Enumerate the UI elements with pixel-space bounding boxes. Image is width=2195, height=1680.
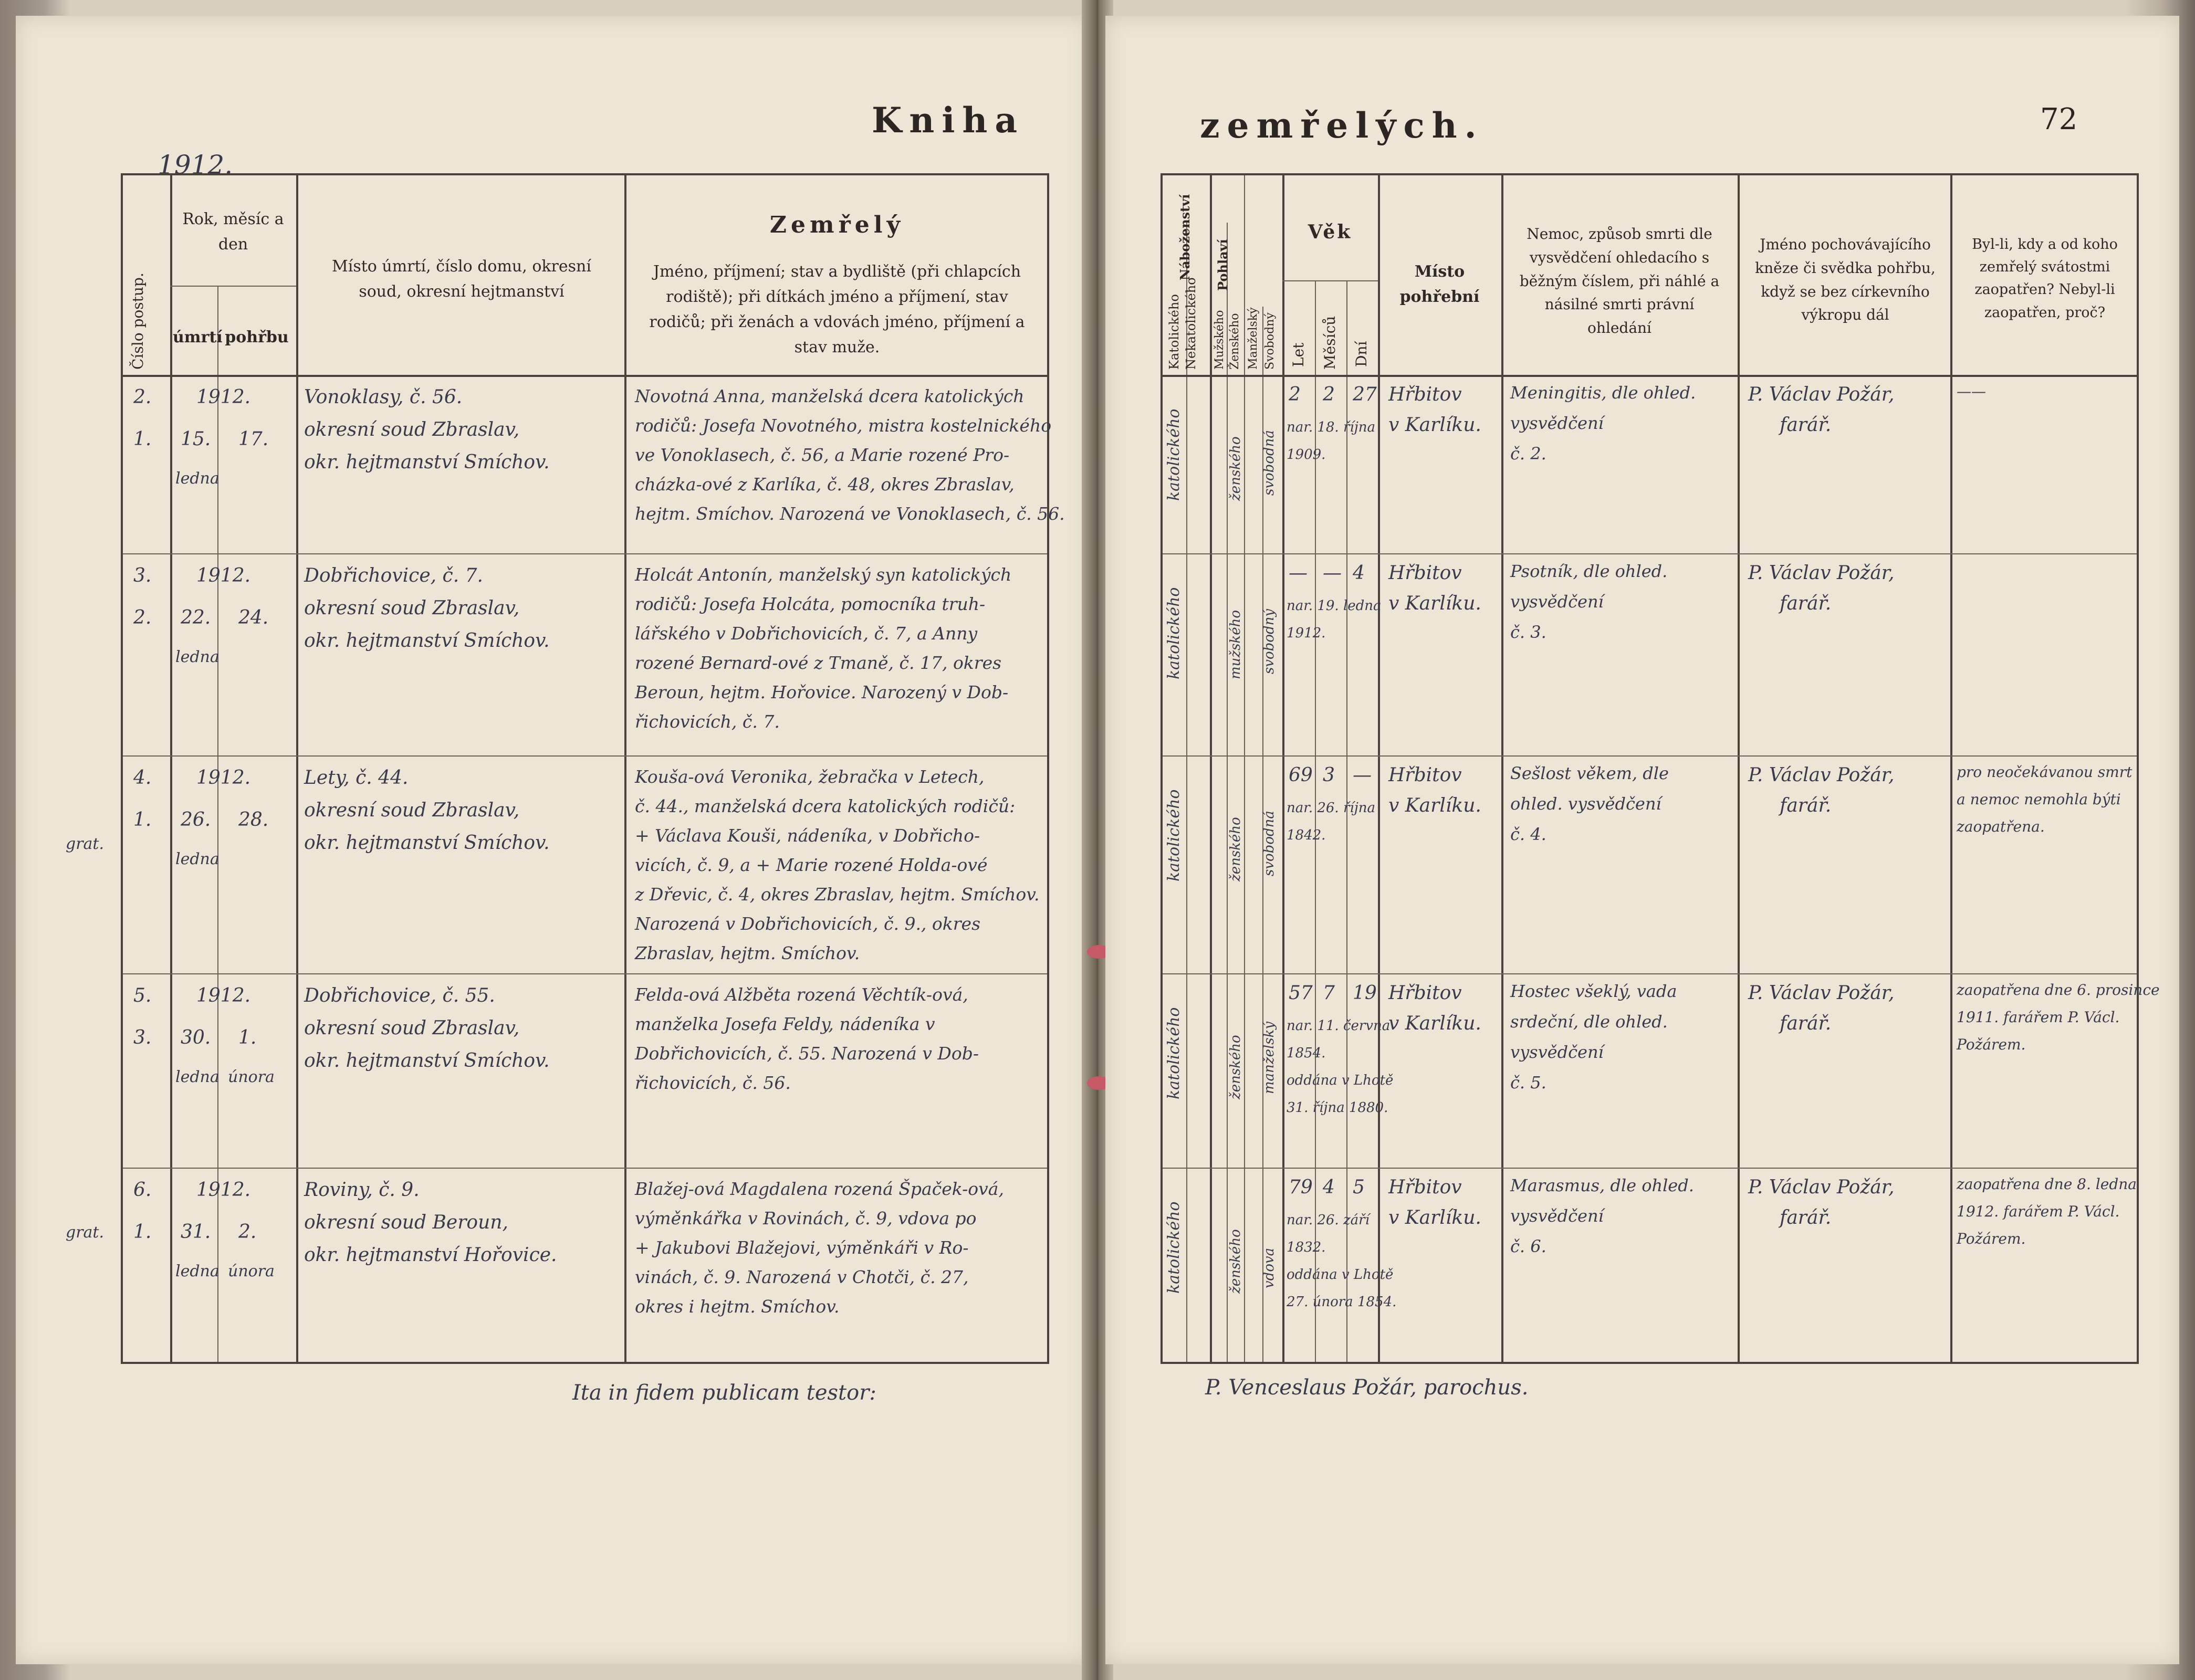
cause-line: vysvědčení [1510,413,1604,433]
death-place-line: okr. hejtmanství Hořovice. [304,1244,557,1266]
priest-line: farář. [1780,414,1832,436]
month: ledna [175,850,220,868]
deceased-line: Narozená v Dobřichovicích, č. 9., okres [635,914,981,934]
deceased-line: Dobřichovicích, č. 55. Narozená v Dob- [635,1043,979,1064]
entry-subnumber: 1. [133,428,152,450]
birth-date-line: nar. 26. září [1287,1212,1370,1228]
cemetery-line: v Karlíku. [1388,593,1481,614]
month: února [228,1262,275,1280]
col-header-male: Mužského [1213,310,1226,370]
age-months: 2 [1323,384,1335,405]
entry-year: 1912. [196,767,251,789]
death-place-line: okr. hejtmanství Smíchov. [304,832,550,854]
deceased-line: cházka-ové z Karlíka, č. 48, okres Zbraslav, [635,474,1015,495]
deceased-line: rozené Bernard-ové z Tmaně, č. 17, okres [635,653,1002,673]
age-years: 79 [1289,1177,1313,1198]
religion: katolického [1165,1201,1183,1294]
cemetery-line: Hřbitov [1388,764,1462,786]
priest-line: P. Václav Požár, [1748,384,1895,405]
cemetery-line: Hřbitov [1388,562,1462,584]
priest-signature: P. Venceslaus Požár, parochus. [1205,1376,1529,1400]
cause-line: Hostec všeklý, vada [1510,981,1677,1001]
sacraments-line: zaopatřena dne 8. ledna [1957,1175,2137,1193]
entry-subnumber: 1. [133,1221,152,1243]
death-place-line: okresní soud Beroun, [304,1212,508,1233]
sacraments-line: Požárem. [1957,1230,2026,1247]
age-years: 2 [1289,384,1301,405]
col-header-place: Místo úmrtí, číslo domu, okresní soud, okresní hejtmanství [332,257,591,301]
margin-note: grat. [66,835,104,853]
death-day: 22. [181,607,211,628]
cemetery-line: Hřbitov [1388,384,1462,405]
month: ledna [175,648,220,666]
margin-note: grat. [66,1223,104,1242]
deceased-line: Holcát Antonín, manželský syn katolických [635,564,1012,585]
deceased-line: řichovicích, č. 56. [635,1073,791,1093]
col-header-catholic: Katolického [1167,294,1182,370]
age-days: 4 [1353,562,1365,584]
deceased-line: Felda-ová Alžběta rozená Věchtík-ová, [635,984,968,1005]
burial-day: 17. [238,428,269,450]
deceased-line: + Jakubovi Blažejovi, výměnkáři v Ro- [635,1237,969,1258]
marital-status: vdova [1261,1247,1277,1288]
marital-status: svobodná [1261,811,1277,876]
entry-number: 2. [133,386,152,408]
deceased-line: výměnkářka v Rovinách, č. 9, vdova po [635,1208,977,1228]
age-days: 5 [1353,1177,1365,1198]
sex: ženského [1228,817,1243,881]
col-header-deceased: Zemřelý [769,212,905,238]
col-header-burial: pohřbu [225,328,289,346]
sex: ženského [1228,1035,1243,1099]
cause-line: č. 5. [1510,1073,1546,1093]
death-place-line: okresní soud Zbraslav, [304,419,520,440]
sex: ženského [1228,436,1243,501]
age-days: 19 [1353,982,1377,1004]
cause-line: vysvědčení [1510,1042,1604,1062]
death-place-line: Roviny, č. 9. [304,1179,420,1201]
priest-line: farář. [1780,1207,1832,1228]
death-day: 31. [181,1221,211,1243]
deceased-line: z Dřevic, č. 4, okres Zbraslav, hejtm. Smíchov. [635,884,1040,905]
birth-date-line: 27. února 1854. [1287,1294,1397,1310]
religion: katolického [1165,408,1183,501]
deceased-line: Kouša-ová Veronika, žebračka v Letech, [635,766,985,787]
age-days: 27 [1353,384,1377,405]
birth-date-line: nar. 11. června [1287,1018,1391,1034]
deceased-line: Blažej-ová Magdalena rozená Špaček-ová, [635,1179,1004,1199]
register-table-right [1161,173,2160,1364]
register-table-left [121,173,1065,1364]
col-header-age: Věk [1308,221,1353,243]
death-day: 15. [181,428,211,450]
col-header-years: Let [1290,342,1307,367]
cause-line: Sešlost věkem, dle [1510,763,1669,783]
right-page [1105,16,2179,1664]
page-number: 72 [2040,102,2078,136]
cemetery-line: v Karlíku. [1388,414,1481,436]
entry-subnumber: 1. [133,809,152,831]
age-years: 69 [1289,764,1313,786]
sacraments-line: pro neočekávanou smrt [1957,763,2133,781]
deceased-line: Beroun, hejtm. Hořovice. Narozený v Dob- [635,682,1009,702]
page-title-right: zemřelých. [1200,105,1484,146]
col-header-death: úmrtí [173,328,223,346]
deceased-line: okres i hejtm. Smíchov. [635,1296,840,1317]
death-place-line: Dobřichovice, č. 55. [304,985,495,1006]
col-header-sacraments: Byl-li, kdy a od koho zemřelý svátostmi zaopatřen? Nebyl-li zaopatřen, proč? [1972,236,2118,321]
death-place-line: Dobřichovice, č. 7. [304,565,483,586]
sacraments-line: zaopatřena dne 6. prosince [1957,981,2160,999]
death-place-line: okresní soud Zbraslav, [304,800,520,821]
cause-line: č. 2. [1510,444,1546,464]
cause-line: srdeční, dle ohled. [1510,1012,1668,1032]
deceased-line: rodičů: Josefa Novotného, mistra kostelnického [635,415,1052,436]
col-header-noncatholic: Nekatolického [1184,277,1198,370]
birth-date-line: 1912. [1287,625,1326,641]
age-months: 3 [1323,764,1335,786]
left-page [16,16,1090,1664]
col-header-female: Ženského [1228,313,1241,370]
birth-date-line: 1854. [1287,1045,1326,1061]
deceased-line: řichovicích, č. 7. [635,711,780,732]
attestation: Ita in fidem publicam testor: [572,1381,876,1405]
birth-date-line: 1832. [1287,1240,1326,1255]
deceased-line: manželka Josefa Feldy, nádeníka v [635,1014,935,1034]
burial-day: 24. [238,607,269,628]
marital-status: svobodný [1261,608,1277,674]
priest-line: farář. [1780,1013,1832,1034]
entry-year: 1912. [196,565,251,586]
priest-line: farář. [1780,593,1832,614]
month: ledna [175,469,220,488]
death-day: 30. [181,1027,211,1048]
deceased-line: Zbraslav, hejtm. Smíchov. [635,943,860,963]
age-days: — [1353,764,1372,786]
death-place-line: okr. hejtmanství Smíchov. [304,630,550,652]
entry-number: 5. [133,985,152,1006]
death-place-line: okr. hejtmanství Smíchov. [304,452,550,473]
col-header-religion: Náboženství [1177,194,1193,280]
entry-year: 1912. [196,386,251,408]
deceased-line: + Václava Kouši, nádeníka, v Dobřicho- [635,825,980,846]
death-place-line: okresní soud Zbraslav, [304,597,520,619]
cemetery-line: v Karlíku. [1388,1013,1481,1034]
month: února [228,1068,275,1086]
sacraments-line: Požárem. [1957,1036,2026,1053]
religion: katolického [1165,1007,1183,1099]
birth-date-line: 1842. [1287,827,1326,843]
col-header-married: Manželský [1247,307,1260,370]
birth-date-line: 31. října 1880. [1287,1100,1388,1116]
death-place-line: Vonoklasy, č. 56. [304,386,463,408]
burial-day: 2. [238,1221,257,1243]
age-years: — [1289,562,1308,584]
month: ledna [175,1068,220,1086]
age-months: — [1323,562,1342,584]
cause-line: Meningitis, dle ohled. [1510,383,1696,403]
cause-line: Psotník, dle ohled. [1510,561,1668,581]
birth-date-line: 1909. [1287,447,1326,463]
priest-line: P. Václav Požár, [1748,562,1895,584]
cemetery-line: v Karlíku. [1388,1207,1481,1228]
register-year: 1912. [158,150,233,180]
sacraments-line: 1911. farářem P. Václ. [1957,1009,2120,1026]
deceased-line: lářského v Dobřichovicích, č. 7, a Anny [635,623,978,644]
birth-date-line: nar. 19. ledna [1287,598,1382,614]
col-header-date: Rok, měsíc a den [182,210,284,254]
birth-date-line: oddána v Lhotě [1287,1073,1394,1088]
deceased-line: rodičů: Josefa Holcáta, pomocníka truh- [635,594,986,614]
col-header-burial-place: Místo pohřební [1399,262,1480,306]
cause-line: č. 6. [1510,1236,1546,1256]
cause-line: vysvědčení [1510,1206,1604,1226]
col-header-sex: Pohlaví [1215,239,1230,291]
page-title-left: Kniha [872,100,1025,141]
priest-line: P. Václav Požár, [1748,1177,1895,1198]
col-header-deceased-desc: Jméno, příjmení; stav a bydliště (při chlapcích rodiště); při dítkách jméno a příjmení, stav rodičů; při ženách a vdovách jméno, příjmení a stav muže. [649,262,1025,356]
cemetery-line: Hřbitov [1388,982,1462,1004]
birth-date-line: oddána v Lhotě [1287,1267,1394,1283]
death-place-line: okresní soud Zbraslav, [304,1017,520,1039]
sacraments-line: zaopatřena. [1957,818,2045,835]
religion: katolického [1165,587,1183,679]
sex: ženského [1228,1229,1243,1294]
entry-number: 4. [133,767,152,789]
age-months: 4 [1323,1177,1335,1198]
deceased-line: vicích, č. 9, a + Marie rozené Holda-ové [635,855,988,875]
death-place-line: okr. hejtmanství Smíchov. [304,1050,550,1072]
col-header-days: Dní [1353,341,1370,367]
cause-line: Marasmus, dle ohled. [1510,1175,1694,1195]
birth-date-line: nar. 26. října [1287,800,1376,816]
col-header-cause: Nemoc, způsob smrti dle vysvědčení ohledacího s běžným číslem, při náhlé a násilné smrti právní ohledání [1519,225,1720,337]
entry-number: 3. [133,565,152,586]
priest-line: P. Václav Požár, [1748,982,1895,1004]
religion: katolického [1165,789,1183,881]
cemetery-line: v Karlíku. [1388,795,1481,816]
col-header-months: Měsíců [1321,316,1339,370]
cause-line: vysvědčení [1510,592,1604,612]
col-header-priest: Jméno pochovávajícího kněze či svědka pohřbu, když se bez církevního výkropu dál [1755,236,1936,324]
cause-line: č. 3. [1510,622,1546,642]
sacraments-line: 1912. farářem P. Václ. [1957,1203,2120,1220]
death-place-line: Lety, č. 44. [304,767,409,789]
entry-year: 1912. [196,985,251,1006]
cause-line: č. 4. [1510,824,1546,844]
deceased-line: vinách, č. 9. Narozená v Chotči, č. 27, [635,1267,969,1287]
age-years: 57 [1289,982,1313,1004]
age-months: 7 [1323,982,1335,1004]
entry-subnumber: 2. [133,607,152,628]
col-header-single: Svobodný [1263,312,1277,370]
burial-day: 1. [238,1027,257,1048]
deceased-line: Novotná Anna, manželská dcera katolických [635,386,1025,406]
death-day: 26. [181,809,211,831]
priest-line: P. Václav Požár, [1748,764,1895,786]
birth-date-line: nar. 18. října [1287,419,1376,435]
deceased-line: ve Vonoklasech, č. 56, a Marie rozené Pro- [635,445,1010,465]
priest-line: farář. [1780,795,1832,816]
marital-status: svobodná [1261,430,1277,496]
sex: mužského [1228,610,1243,679]
entry-year: 1912. [196,1179,251,1201]
col-header-number: Číslo postup. [129,272,147,370]
deceased-line: hejtm. Smíchov. Narozená ve Vonoklasech, č. 56. [635,503,1065,524]
cause-line: ohled. vysvědčení [1510,794,1661,814]
cemetery-line: Hřbitov [1388,1177,1462,1198]
sacraments-line: —— [1957,383,1986,400]
month: ledna [175,1262,220,1280]
entry-number: 6. [133,1179,152,1201]
entry-subnumber: 3. [133,1027,152,1048]
burial-day: 28. [238,809,269,831]
marital-status: manželský [1261,1021,1277,1094]
deceased-line: č. 44., manželská dcera katolických rodičů: [635,796,1016,816]
sacraments-line: a nemoc nemohla býti [1957,791,2121,808]
